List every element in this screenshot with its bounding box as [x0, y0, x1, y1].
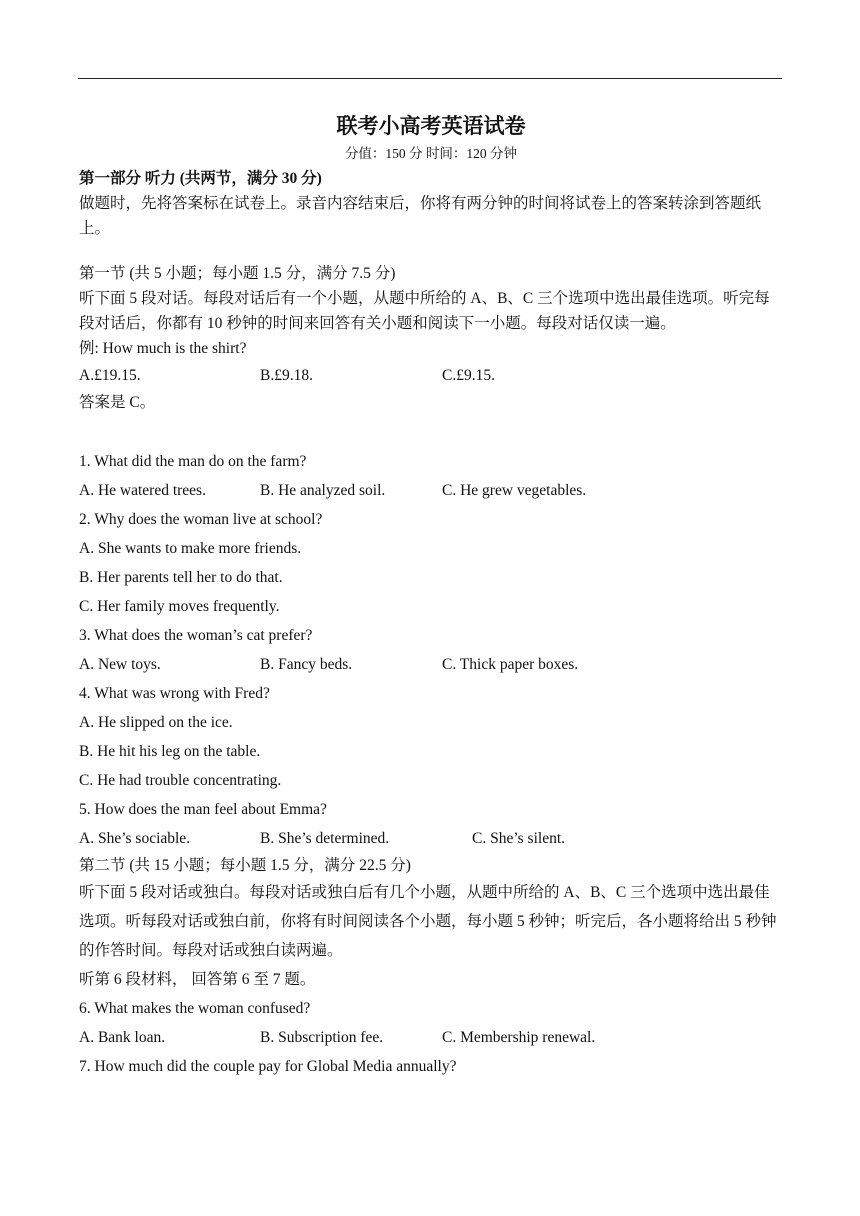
example-option-b: B.£9.18.	[260, 367, 313, 384]
question-1: 1. What did the man do on the farm?	[79, 453, 307, 470]
option-c: C. He grew vegetables.	[442, 482, 587, 499]
section1-instruction: 听下面 5 段对话。每段对话后有一个小题，从题中所给的 A、B、C 三个选项中选出最佳选项。听完每段对话后，你都有 10 秒钟的时间来回答有关小题和阅读下一小题。每段对话仅读一遍。	[79, 290, 770, 332]
exam-page	[79, 110, 783, 1081]
section2-instruction: 听下面 5 段对话或独白。每段对话或独白后有几个小题，从题中所给的 A、B、C 三个选项中选出最佳选项。听每段对话或独白前，你将有时间阅读各个小题，每小题 5 秒钟；听完后，各小题将给出 5 秒钟的作答时间。每段对话或独白读两遍。	[79, 884, 777, 959]
option-b: B. Her parents tell her to do that.	[79, 569, 283, 586]
part1-heading: 第一部分 听力 (共两节，满分 30 分)	[79, 170, 322, 187]
option-b: B. She’s determined.	[260, 830, 390, 847]
option-c: C. She’s silent.	[472, 830, 566, 847]
option-a: A. She’s sociable.	[79, 830, 191, 847]
option-a: A. He watered trees.	[79, 482, 206, 499]
header-rule	[78, 78, 782, 79]
option-c: C. Her family moves frequently.	[79, 598, 280, 615]
question-6-options	[79, 1023, 783, 1052]
example-option-a: A.£19.15.	[79, 367, 141, 384]
question-6: 6. What makes the woman confused?	[79, 1000, 311, 1017]
option-a: A. New toys.	[79, 656, 161, 673]
question-3: 3. What does the woman’s cat prefer?	[79, 627, 313, 644]
exam-title: 联考小高考英语试卷	[336, 114, 526, 138]
option-a: A. She wants to make more friends.	[79, 540, 302, 557]
option-b: B. He analyzed soil.	[260, 482, 386, 499]
exam-score-time: 分值：150 分 时间：120 分钟	[344, 146, 518, 161]
example-answer: 答案是 C。	[79, 394, 156, 411]
option-a: A. He slipped on the ice.	[79, 714, 233, 731]
option-c: C. Thick paper boxes.	[442, 656, 579, 673]
option-c: C. He had trouble concentrating.	[79, 772, 282, 789]
option-c: C. Membership renewal.	[442, 1029, 596, 1046]
example-option-c: C.£9.15.	[442, 367, 495, 384]
question-3-options	[79, 650, 783, 679]
spacer	[79, 415, 783, 447]
spacer	[79, 241, 783, 261]
option-b: B. Fancy beds.	[260, 656, 353, 673]
question-2: 2. Why does the woman live at school?	[79, 511, 323, 528]
part1-instruction: 做题时，先将答案标在试卷上。录音内容结束后，你将有两分钟的时间将试卷上的答案转涂到答题纸上。	[79, 195, 762, 237]
question-1-options	[79, 476, 783, 505]
section1-heading: 第一节 (共 5 小题；每小题 1.5 分，满分 7.5 分)	[79, 265, 396, 282]
example-question: 例: How much is the shirt?	[79, 340, 247, 357]
question-7: 7. How much did the couple pay for Global Media annually?	[79, 1058, 457, 1075]
option-b: B. He hit his leg on the table.	[79, 743, 261, 760]
question-5-options	[79, 824, 783, 853]
option-b: B. Subscription fee.	[260, 1029, 384, 1046]
option-a: A. Bank loan.	[79, 1029, 166, 1046]
material-6-note: 听第 6 段材料， 回答第 6 至 7 题。	[79, 971, 316, 988]
question-4: 4. What was wrong with Fred?	[79, 685, 270, 702]
question-5: 5. How does the man feel about Emma?	[79, 801, 327, 818]
section2-heading: 第二节 (共 15 小题；每小题 1.5 分，满分 22.5 分)	[79, 857, 411, 874]
example-options	[79, 361, 783, 390]
